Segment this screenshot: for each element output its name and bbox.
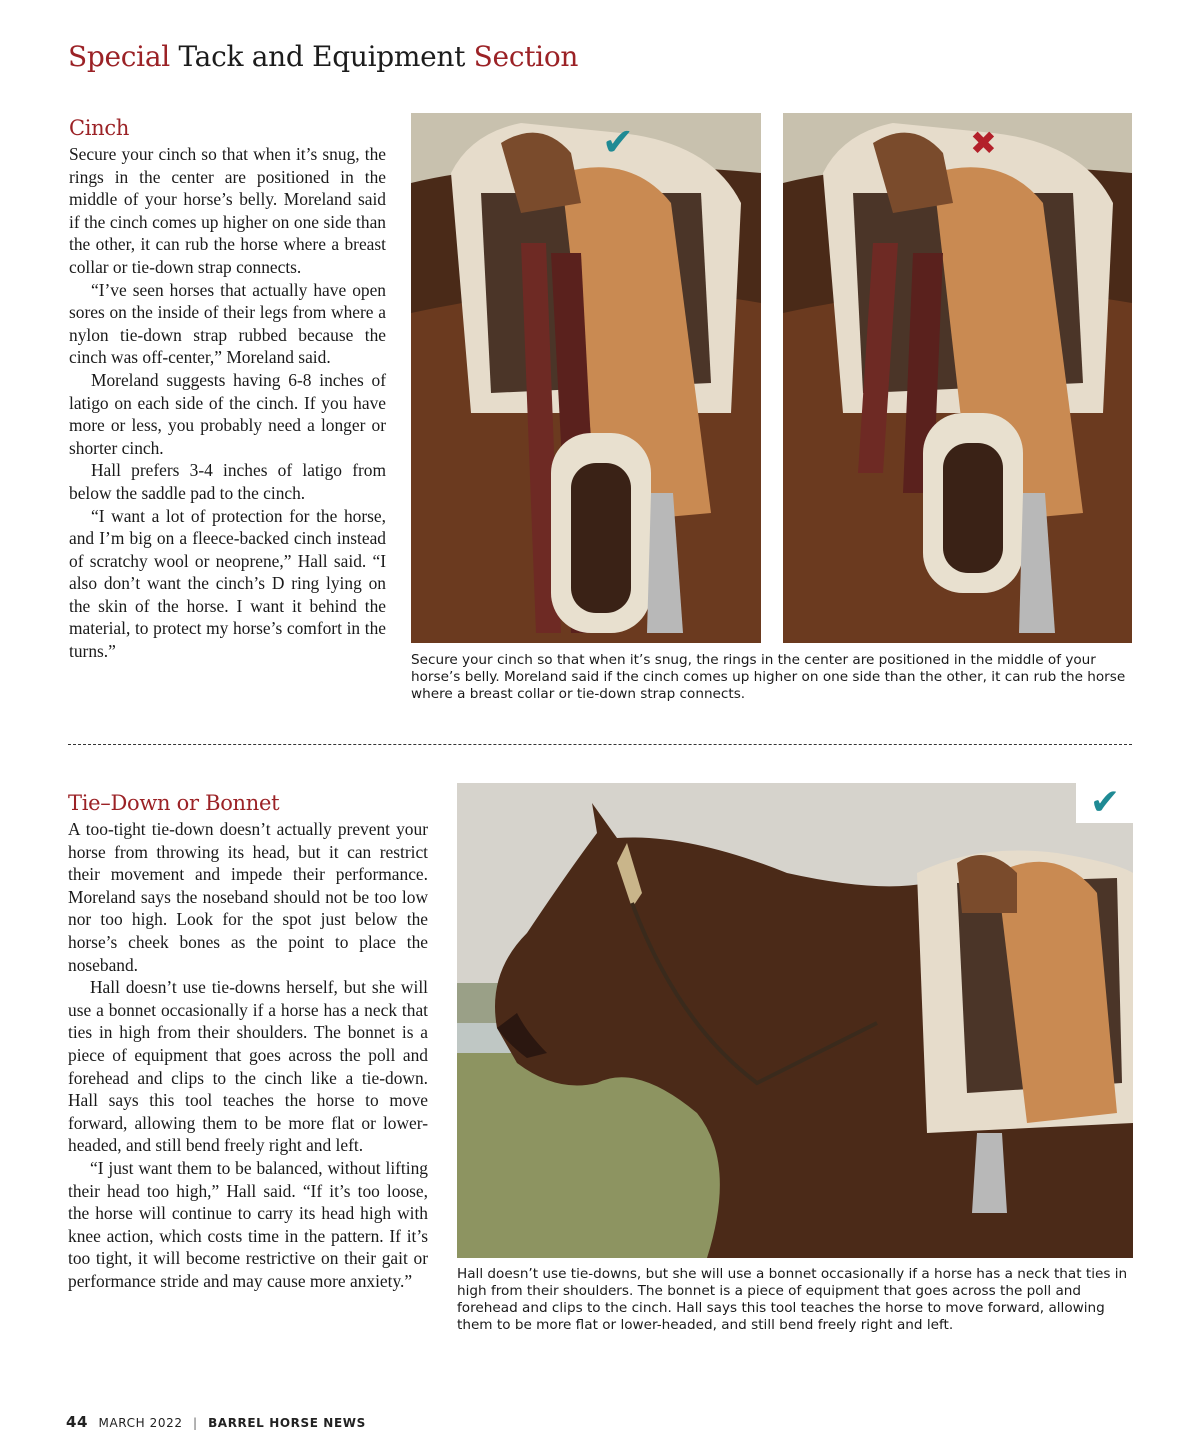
footer-separator: | xyxy=(192,1416,198,1430)
tiedown-paragraph: “I just want them to be balanced, without lifting their head too high,” Hall said. “If it’s too loose, the horse will continue to carry its head high with knee action, which costs time in the pattern. If it’s too tight, it will become restrictive on their gait or performance stride and may cause more anxiety.” xyxy=(68,1157,428,1291)
section-divider xyxy=(68,744,1132,745)
section-title-word-section: Section xyxy=(473,40,579,73)
cinch-paragraph: Moreland suggests having 6-8 inches of latigo on each side of the cinch. If you have more or less, you probably need a longer or shorter cinch. xyxy=(69,369,386,458)
correct-check-icon: ✔ xyxy=(602,120,634,164)
cinch-paragraph: Secure your cinch so that when it’s snug, the rings in the center are positioned in the middle of your horse’s belly. Moreland said if the cinch comes up higher on one side than the other, it can rub the horse where a breast collar or tie-down strap connects. xyxy=(69,144,386,277)
bonnet-photo-caption: Hall doesn’t use tie-downs, but she will use a bonnet occasionally if a horse has a neck that ties in high from their shoulders. The bonnet is a piece of equipment that goes across the poll and forehead and clips to the cinch. Hall says this tool teaches the horse to move forward, allowing them to be more flat or lower-headed, and still bend freely right and left. xyxy=(457,1266,1128,1333)
tiedown-heading: Tie–Down or Bonnet xyxy=(68,791,280,815)
cinch-photo-caption: Secure your cinch so that when it’s snug, the rings in the center are positioned in the middle of your horse’s belly. Moreland said if the cinch comes up higher on one side than the other, it can rub the horse where a breast collar or tie-down strap connects. xyxy=(411,652,1126,702)
bonnet-horse-photo xyxy=(457,783,1133,1258)
page-number: 44 xyxy=(66,1413,89,1431)
cinch-article-text xyxy=(69,143,386,663)
cinch-incorrect-photo xyxy=(783,113,1132,643)
cinch-paragraph: Hall prefers 3-4 inches of latigo from below the saddle pad to the cinch. xyxy=(69,460,386,503)
cinch-correct-photo xyxy=(411,113,761,643)
cinch-heading: Cinch xyxy=(69,116,130,140)
section-title-main: Tack and Equipment xyxy=(178,40,466,73)
issue-date: MARCH 2022 xyxy=(98,1416,183,1430)
incorrect-cross-icon: ✖ xyxy=(970,124,997,162)
section-title xyxy=(68,40,578,73)
cinch-paragraph: “I want a lot of protection for the horse, and I’m big on a fleece-backed cinch instead of scratchy wool or neoprene,” Hall said. “I also don’t want the cinch’s D ring lying on the skin of the horse. I want it behind the material, to protect my horse’s comfort in the turns.” xyxy=(69,505,386,662)
tiedown-paragraph: A too-tight tie-down doesn’t actually prevent your horse from throwing its head, but it can restrict their movement and impede their performance. Moreland says the noseband should not be too low nor too high. Look for the spot just below the horse’s cheek bones as the point to place the noseband. xyxy=(68,819,428,975)
magazine-name: BARREL HORSE NEWS xyxy=(208,1416,366,1430)
section-title-word-special: Special xyxy=(68,40,170,73)
cinch-paragraph: “I’ve seen horses that actually have open sores on the inside of their legs from where a nylon tie-down strap rubbed because the cinch was off-center,” Moreland said. xyxy=(69,279,386,368)
footer-spacer xyxy=(68,1052,69,1053)
tiedown-paragraph: Hall doesn’t use tie-downs herself, but she will use a bonnet occasionally if a horse has a neck that ties in high from their shoulders. The bonnet is a piece of equipment that goes across the poll and forehead and clips to the cinch like a tie-down. Hall says this tool teaches the horse to move forward, allowing them to be more flat or lower-headed, and still bend freely right and left. xyxy=(68,977,428,1156)
tiedown-article-text xyxy=(68,818,428,1292)
correct-check-icon: ✔ xyxy=(1076,783,1134,823)
page-footer-bar xyxy=(66,1413,366,1431)
